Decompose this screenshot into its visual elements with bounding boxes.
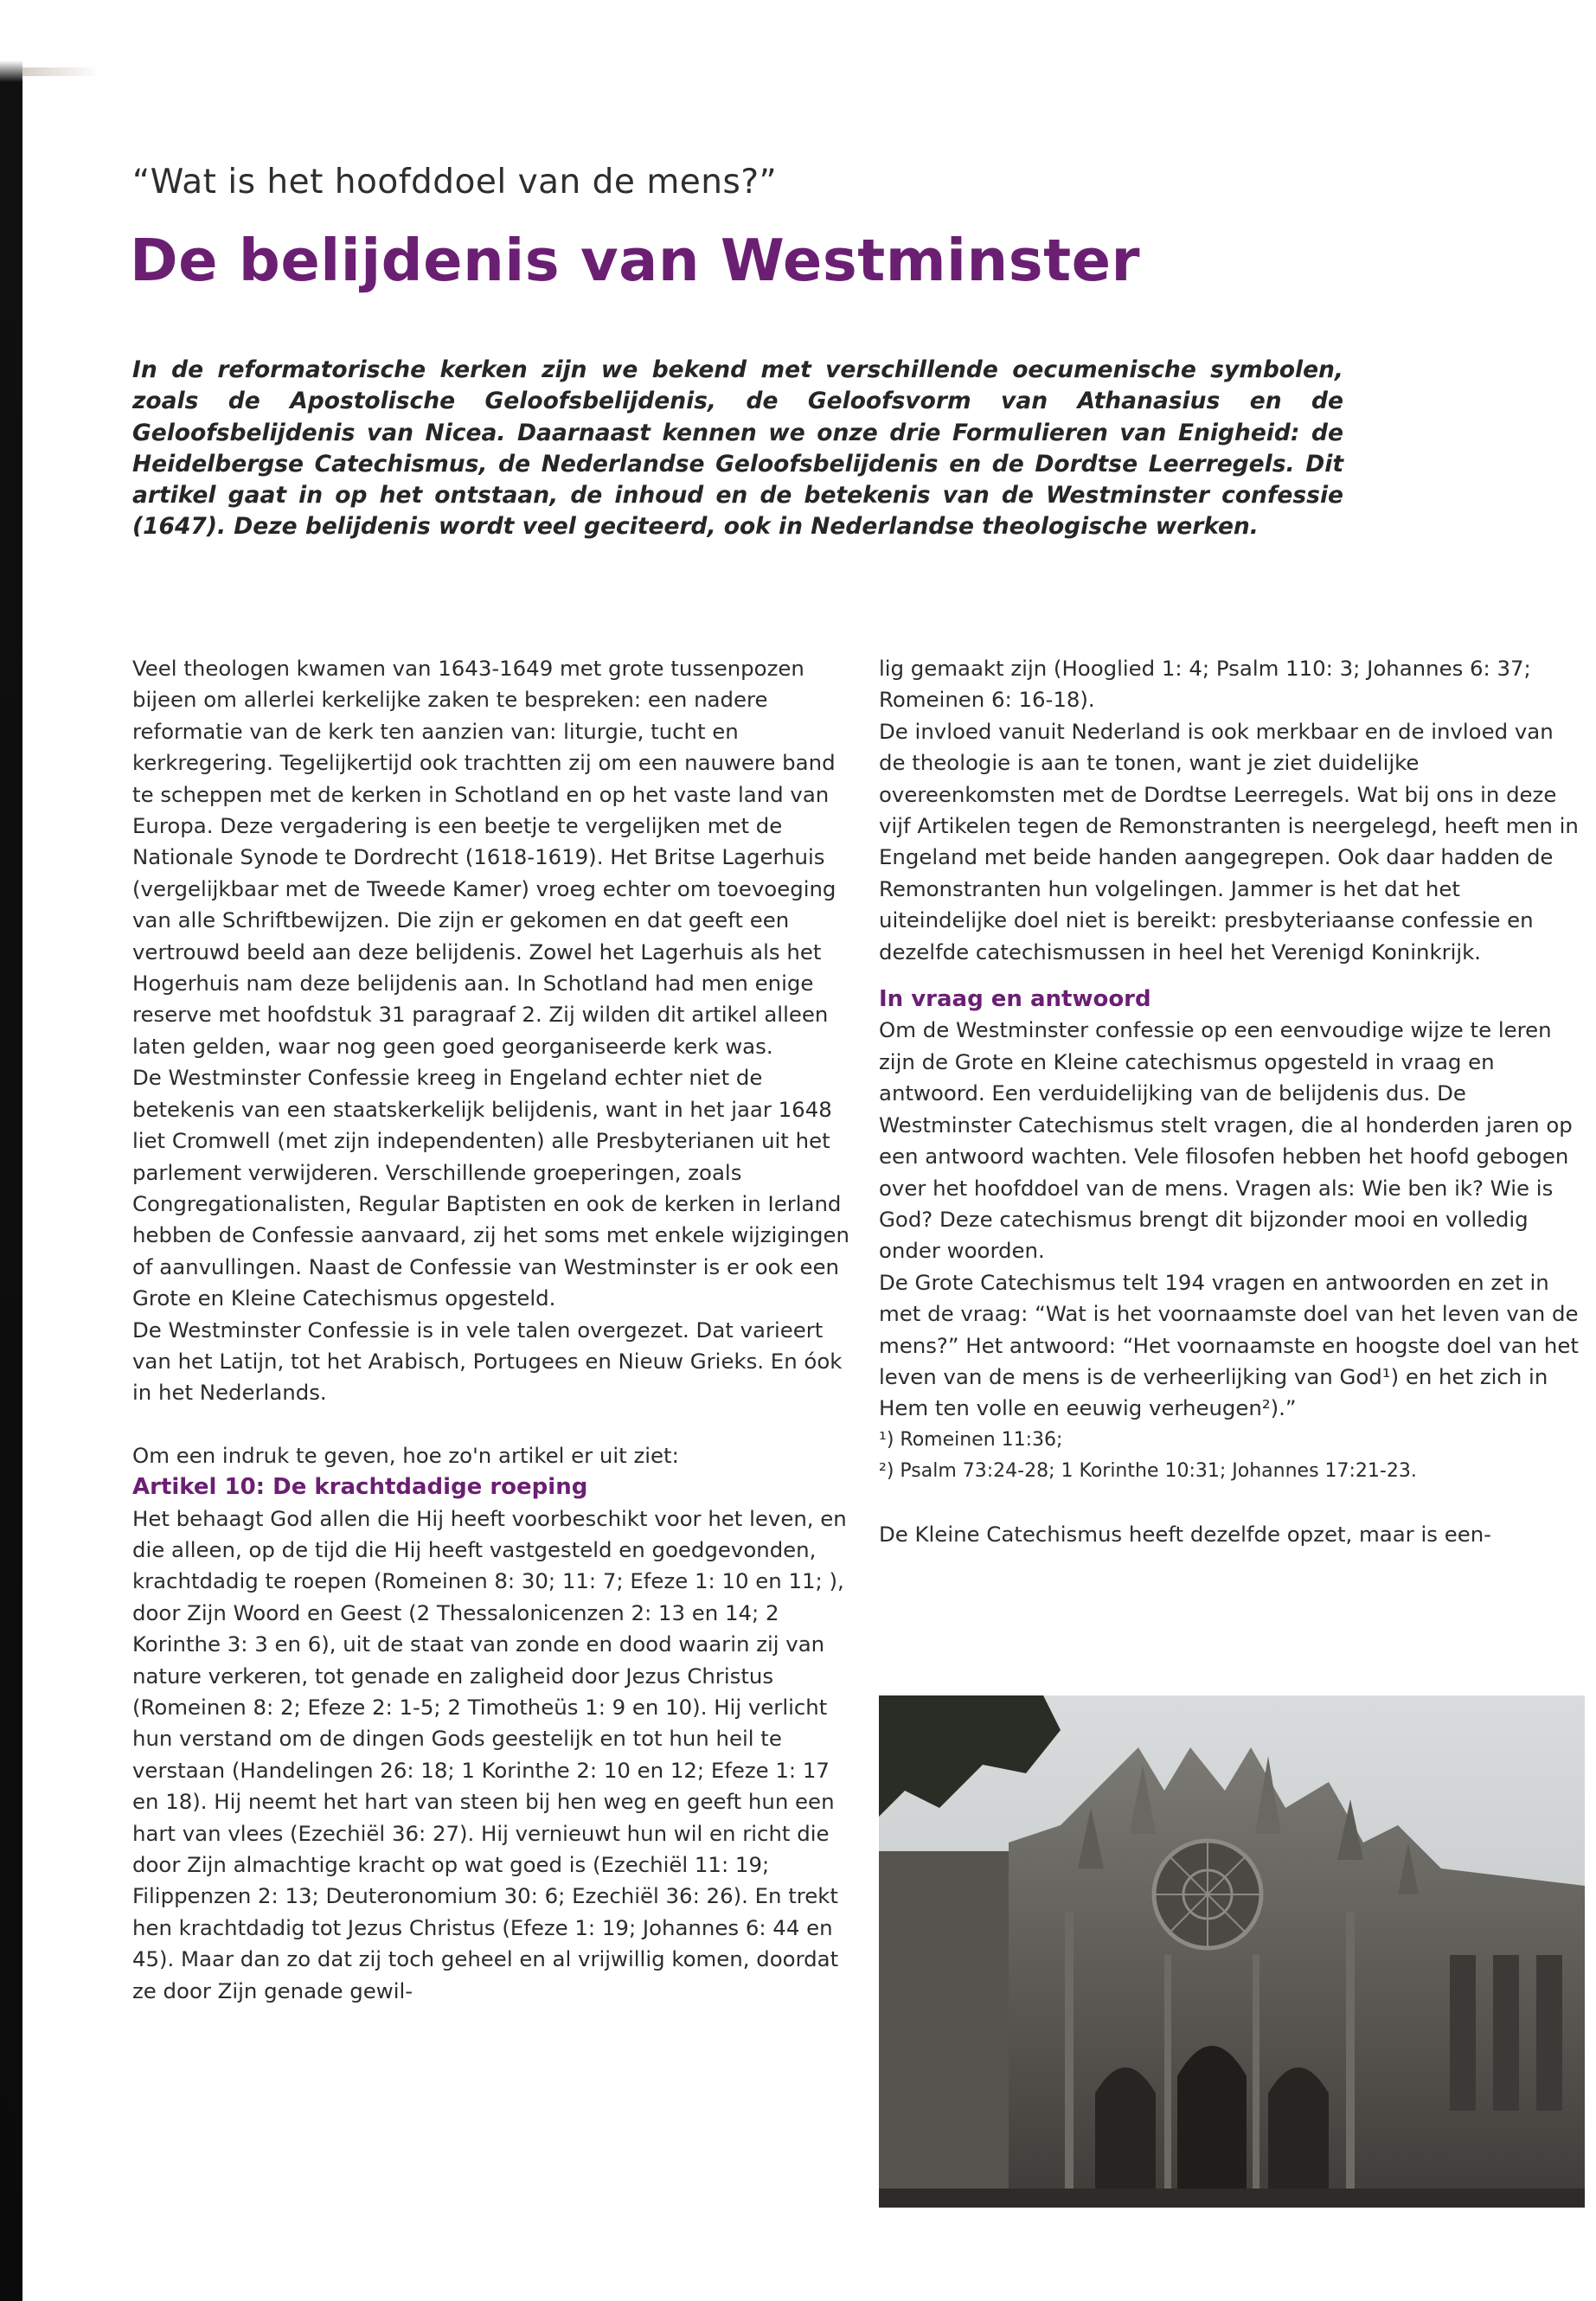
paragraph: Om een indruk te geven, hoe zo'n artikel er uit ziet: [132,1442,679,1468]
spacer [132,1409,850,1440]
paragraph: Om de Westminster confessie op een eenvoudige wijze te leren zijn de Grote en Kleine catechismus opgesteld in vraag en antwoord. Een verduidelijking van de belijdenis dus. De Westminster Catechismus stelt vragen, die al honderden jaren op een antwoord wachten. Vele filosofen hebben het hoofd gebogen over het hoofddoel van de mens. Vragen als: Wie ben ik? Wie is God? Deze catechismus brengt dit bijzonder mooi en volledig onder woorden. [879,1017,1573,1264]
paragraph: Veel theologen kwamen van 1643-1649 met grote tussenpozen bijeen om allerlei kerkelijke zaken te bespreken: een nadere reformatie van de kerk ten aanzien van: liturgie, tucht en kerkregering. Tegelijkertijd ook trachtten zij om een nauwere band te scheppen met de kerken in Schotland en op het vaste land van Europa. Deze vergadering is een beetje te vergelijken met de Nationale Synode te Dordrecht (1618-1619). Het Britse Lagerhuis (vergelijkbaar met de Tweede Kamer) vroeg echter om toevoeging van alle Schriftbewijzen. Die zijn er gekomen en dat geeft een vertrouwd beeld aan deze belijdenis. Zowel het Lagerhuis als het Hogerhuis nam deze belijdenis aan. In Schotland had men enige reserve met hoofdstuk 31 paragraaf 2. Zij wilden dit artikel alleen laten gelden, waar nog geen goed georganiseerde kerk was. [132,656,836,1059]
kicker-question: “Wat is het hoofddoel van de mens?” [132,163,778,202]
westminster-abbey-photo [879,1695,1585,2208]
left-column [132,653,850,2007]
intro-paragraph: In de reformatorische kerken zijn we bekend met verschillende oecumenische symbolen, zoals de Apostolische Geloofsbelijdenis, de Geloofsvorm van Athanasius en de Geloofsbelijdenis van Nicea. Daarnaast kennen we onze drie Formulieren van Enigheid: de Heidelbergse Catechismus, de Nederlandse Geloofsbelijdenis en de Dordtse Leerregels. Dit artikel gaat in op het ontstaan, de inhoud en de betekenis van de Westminster confessie (1647). Deze belijdenis wordt veel geciteerd, ook in Nederlandse theologische werken. [132,356,1343,541]
section-subheading: In vraag en antwoord [879,986,1151,1013]
article-heading: Artikel 10: De krachtdadige roeping [132,1474,588,1501]
spacer [879,1488,1585,1519]
paragraph: De Grote Catechismus telt 194 vragen en antwoorden en zet in met de vraag: “Wat is het voornaamste doel van het leven van de mens?” Het antwoord: “Het voornaamste en hoogste doel van het leven van de mens is de verheerlijking van God¹) en het zich in Hem ten volle en eeuwig verheugen²).” [879,1269,1579,1421]
page-corner-shadow [22,67,100,76]
page-edge-shadow [0,0,22,2301]
spacer [879,968,1585,984]
paragraph: De Westminster Confessie is in vele talen overgezet. Dat varieert van het Latijn, tot het Arabisch, Portugees en Nieuw Grieks. En óok in het Nederlands. [132,1317,843,1406]
paragraph: lig gemaakt zijn (Hooglied 1: 4; Psalm 110: 3; Johannes 6: 37; Romeinen 6: 16-18). [879,656,1531,713]
abbey-illustration [879,1695,1585,2208]
paragraph: De Kleine Catechismus heeft dezelfde opzet, maar is een- [879,1521,1491,1547]
footnote: ²) Psalm 73:24-28; 1 Korinthe 10:31; Johannes 17:21-23. [879,1460,1417,1483]
right-column [879,653,1585,1550]
paragraph: De invloed vanuit Nederland is ook merkbaar en de invloed van de theologie is aan te tonen, want je ziet duidelijke overeenkomsten met de Dordtse Leerregels. Wat bij ons in deze vijf Artikelen tegen de Remonstranten is neergelegd, heeft men in Engeland met beide handen aangegrepen. Ook daar hadden de Remonstranten hun volgelingen. Jammer is het dat het uiteindelijke doel niet is bereikt: presbyteriaanse confessie en dezelfde catechismussen in heel het Verenigd Koninkrijk. [879,718,1579,965]
paragraph: De Westminster Confessie kreeg in Engeland echter niet de betekenis van een staatskerkelijk belijdenis, want in het jaar 1648 liet Cromwell (met zijn independenten) alle Presbyterianen uit het parlement verwijderen. Verschillende groeperingen, zoals Congregationalisten, Regular Baptisten en ook de kerken in Ierland hebben de Confessie aanvaard, zij het soms met enkele wijzigingen of aanvullingen. Naast de Confessie van Westminster is er ook een Grote en Kleine Catechismus opgesteld. [132,1065,849,1311]
paragraph: Het behaagt God allen die Hij heeft voorbeschikt voor het leven, en die alleen, op de tijd die Hij heeft vastgesteld en goedgevonden, krachtdadig te roepen (Romeinen 8: 30; 11: 7; Efeze 1: 10 en 11; ), door Zijn Woord en Geest (2 Thessalonicenzen 2: 13 en 14; 2 Korinthe 3: 3 en 6), uit de staat van zonde en dood waarin zij van nature verkeren, tot genade en zaligheid door Jezus Christus (Romeinen 8: 2; Efeze 2: 1-5; 2 Timotheüs 1: 9 en 10). Hij verlicht hun verstand om de dingen Gods geestelijk en tot hun heil te verstaan (Handelingen 26: 18; 1 Korinthe 2: 10 en 12; Efeze 1: 17 en 18). Hij neemt het hart van steen bij hen weg en geeft hun een hart van vlees (Ezechiël 36: 27). Hij vernieuwt hun wil en richt die door Zijn almachtige kracht op wat goed is (Ezechiël 11: 19; Filippenzen 2: 13; Deuteronomium 30: 6; Ezechiël 36: 26). En trekt hen krachtdadig tot Jezus Christus (Efeze 1: 19; Johannes 6: 44 en 45). Maar dan zo dat zij toch geheel en al vrijwillig komen, doordat ze door Zijn genade gewil- [132,1505,847,2003]
footnote: ¹) Romeinen 11:36; [879,1428,1063,1451]
article-title: De belijdenis van Westminster [130,227,1141,294]
